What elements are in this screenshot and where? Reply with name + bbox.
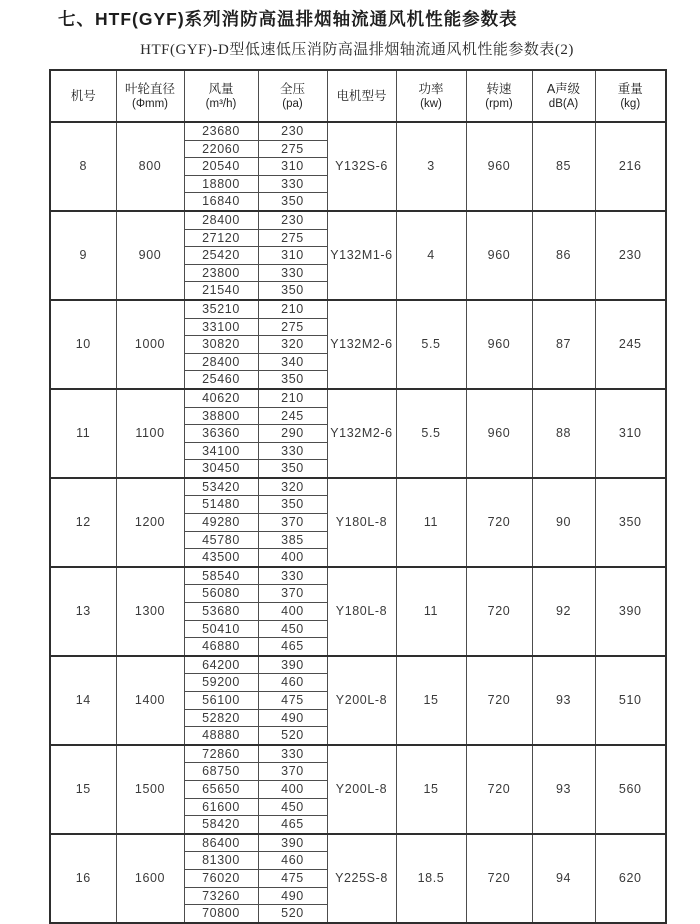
total-pressure-cell: 450 [258,798,327,816]
total-pressure-cell: 330 [258,745,327,763]
noise-level-cell: 88 [532,389,595,478]
total-pressure-cell: 385 [258,531,327,549]
total-pressure-cell: 275 [258,229,327,247]
header-unit: dB(A) [548,97,579,110]
air-flow-cell: 49280 [184,514,258,532]
air-flow-cell: 58540 [184,567,258,585]
total-pressure-cell: 310 [258,158,327,176]
total-pressure-cell: 390 [258,834,327,852]
air-flow-cell: 30450 [184,460,258,478]
weight-cell: 390 [595,567,666,656]
air-flow-cell: 30820 [184,336,258,354]
noise-level-cell: 93 [532,656,595,745]
header-motor-model [327,70,396,122]
total-pressure-cell: 350 [258,193,327,211]
motor-model-cell: Y180L-8 [327,478,396,567]
speed-cell: 960 [466,389,532,478]
page-title: 七、HTF(GYF)系列消防高温排烟轴流通风机性能参数表 [58,9,518,29]
motor-model-cell: Y132S-6 [327,122,396,211]
header-label: 全压 [279,81,305,96]
total-pressure-cell: 475 [258,869,327,887]
total-pressure-cell: 400 [258,603,327,621]
weight-cell: 620 [595,834,666,923]
noise-level-cell: 86 [532,211,595,300]
air-flow-cell: 53680 [184,603,258,621]
header-noise-level [532,70,595,122]
air-flow-cell: 81300 [184,852,258,870]
header-speed [466,70,532,122]
total-pressure-cell: 350 [258,460,327,478]
air-flow-cell: 56080 [184,585,258,603]
total-pressure-cell: 400 [258,780,327,798]
header-unit: (kw) [420,97,442,110]
air-flow-cell: 23800 [184,264,258,282]
air-flow-cell: 27120 [184,229,258,247]
total-pressure-cell: 450 [258,620,327,638]
total-pressure-cell: 210 [258,300,327,318]
total-pressure-cell: 490 [258,709,327,727]
air-flow-cell: 58420 [184,816,258,834]
header-machine-no [50,70,116,122]
motor-model-cell: Y200L-8 [327,656,396,745]
header-label: 机号 [70,88,96,103]
speed-cell: 720 [466,656,532,745]
speed-cell: 720 [466,745,532,834]
total-pressure-cell: 390 [258,656,327,674]
table-row [50,122,666,140]
machine-no-cell: 13 [50,567,116,656]
air-flow-cell: 28400 [184,211,258,229]
total-pressure-cell: 475 [258,692,327,710]
air-flow-cell: 52820 [184,709,258,727]
total-pressure-cell: 460 [258,852,327,870]
air-flow-cell: 64200 [184,656,258,674]
header-unit: (Φmm) [132,97,168,110]
air-flow-cell: 36360 [184,425,258,443]
weight-cell: 350 [595,478,666,567]
total-pressure-cell: 350 [258,371,327,389]
air-flow-cell: 61600 [184,798,258,816]
power-cell: 5.5 [396,389,466,478]
header-power [396,70,466,122]
header-weight [595,70,666,122]
header-air-flow [184,70,258,122]
header-label: 叶轮直径 [124,81,175,96]
impeller-diameter-cell: 1000 [116,300,184,389]
power-cell: 15 [396,745,466,834]
total-pressure-cell: 330 [258,264,327,282]
total-pressure-cell: 275 [258,318,327,336]
machine-no-cell: 11 [50,389,116,478]
machine-no-cell: 15 [50,745,116,834]
air-flow-cell: 70800 [184,905,258,923]
header-impeller-diameter [116,70,184,122]
impeller-diameter-cell: 1300 [116,567,184,656]
impeller-diameter-cell: 800 [116,122,184,211]
machine-no-cell: 12 [50,478,116,567]
table-row [50,211,666,229]
header-unit: (pa) [282,97,303,110]
air-flow-cell: 35210 [184,300,258,318]
header-unit: (kg) [620,97,641,110]
power-cell: 11 [396,478,466,567]
air-flow-cell: 25420 [184,247,258,265]
power-cell: 3 [396,122,466,211]
air-flow-cell: 65650 [184,780,258,798]
header-label: 风量 [208,81,234,96]
total-pressure-cell: 370 [258,514,327,532]
air-flow-cell: 46880 [184,638,258,656]
total-pressure-cell: 330 [258,442,327,460]
power-cell: 4 [396,211,466,300]
motor-model-cell: Y200L-8 [327,745,396,834]
total-pressure-cell: 320 [258,336,327,354]
total-pressure-cell: 230 [258,122,327,140]
speed-cell: 720 [466,478,532,567]
total-pressure-cell: 350 [258,282,327,300]
total-pressure-cell: 230 [258,211,327,229]
air-flow-cell: 33100 [184,318,258,336]
header-label: 转速 [486,81,512,96]
air-flow-cell: 21540 [184,282,258,300]
air-flow-cell: 16840 [184,193,258,211]
table-row [50,745,666,763]
noise-level-cell: 94 [532,834,595,923]
total-pressure-cell: 320 [258,478,327,496]
weight-cell: 510 [595,656,666,745]
table-row [50,478,666,496]
header-label: 功率 [418,81,444,96]
total-pressure-cell: 290 [258,425,327,443]
total-pressure-cell: 275 [258,140,327,158]
noise-level-cell: 92 [532,567,595,656]
power-cell: 11 [396,567,466,656]
total-pressure-cell: 370 [258,585,327,603]
air-flow-cell: 38800 [184,407,258,425]
machine-no-cell: 14 [50,656,116,745]
air-flow-cell: 50410 [184,620,258,638]
speed-cell: 720 [466,567,532,656]
impeller-diameter-cell: 900 [116,211,184,300]
noise-level-cell: 87 [532,300,595,389]
air-flow-cell: 45780 [184,531,258,549]
total-pressure-cell: 370 [258,763,327,781]
table-body [50,122,666,923]
motor-model-cell: Y180L-8 [327,567,396,656]
total-pressure-cell: 340 [258,353,327,371]
noise-level-cell: 90 [532,478,595,567]
total-pressure-cell: 400 [258,549,327,567]
header-unit: (m³/h) [205,97,237,110]
weight-cell: 560 [595,745,666,834]
speed-cell: 720 [466,834,532,923]
header-label: 电机型号 [336,88,387,103]
weight-cell: 245 [595,300,666,389]
air-flow-cell: 43500 [184,549,258,567]
table-row [50,656,666,674]
air-flow-cell: 25460 [184,371,258,389]
air-flow-cell: 73260 [184,887,258,905]
impeller-diameter-cell: 1600 [116,834,184,923]
header-total-pressure [258,70,327,122]
fan-performance-table [49,69,667,924]
motor-model-cell: Y132M2-6 [327,300,396,389]
table-header [50,70,666,122]
header-label: 重量 [617,81,643,96]
air-flow-cell: 53420 [184,478,258,496]
motor-model-cell: Y225S-8 [327,834,396,923]
table-row [50,834,666,852]
air-flow-cell: 18800 [184,175,258,193]
noise-level-cell: 85 [532,122,595,211]
air-flow-cell: 22060 [184,140,258,158]
total-pressure-cell: 490 [258,887,327,905]
air-flow-cell: 34100 [184,442,258,460]
table-row [50,300,666,318]
impeller-diameter-cell: 1100 [116,389,184,478]
table-row [50,567,666,585]
machine-no-cell: 16 [50,834,116,923]
total-pressure-cell: 330 [258,567,327,585]
table-row [50,389,666,407]
total-pressure-cell: 210 [258,389,327,407]
total-pressure-cell: 350 [258,496,327,514]
power-cell: 18.5 [396,834,466,923]
header-label: A声级 [546,81,581,96]
air-flow-cell: 86400 [184,834,258,852]
weight-cell: 310 [595,389,666,478]
power-cell: 5.5 [396,300,466,389]
power-cell: 15 [396,656,466,745]
air-flow-cell: 76020 [184,869,258,887]
total-pressure-cell: 460 [258,674,327,692]
air-flow-cell: 59200 [184,674,258,692]
air-flow-cell: 72860 [184,745,258,763]
speed-cell: 960 [466,300,532,389]
machine-no-cell: 8 [50,122,116,211]
impeller-diameter-cell: 1200 [116,478,184,567]
weight-cell: 230 [595,211,666,300]
air-flow-cell: 56100 [184,692,258,710]
speed-cell: 960 [466,211,532,300]
noise-level-cell: 93 [532,745,595,834]
air-flow-cell: 40620 [184,389,258,407]
header-unit: (rpm) [485,97,513,110]
document-page [0,8,700,921]
impeller-diameter-cell: 1500 [116,745,184,834]
speed-cell: 960 [466,122,532,211]
total-pressure-cell: 520 [258,727,327,745]
total-pressure-cell: 465 [258,816,327,834]
total-pressure-cell: 520 [258,905,327,923]
air-flow-cell: 68750 [184,763,258,781]
motor-model-cell: Y132M1-6 [327,211,396,300]
impeller-diameter-cell: 1400 [116,656,184,745]
weight-cell: 216 [595,122,666,211]
air-flow-cell: 20540 [184,158,258,176]
table-subtitle: HTF(GYF)-D型低速低压消防高温排烟轴流通风机性能参数表(2) [140,42,574,58]
machine-no-cell: 10 [50,300,116,389]
motor-model-cell: Y132M2-6 [327,389,396,478]
total-pressure-cell: 465 [258,638,327,656]
air-flow-cell: 51480 [184,496,258,514]
total-pressure-cell: 310 [258,247,327,265]
machine-no-cell: 9 [50,211,116,300]
total-pressure-cell: 245 [258,407,327,425]
total-pressure-cell: 330 [258,175,327,193]
air-flow-cell: 23680 [184,122,258,140]
air-flow-cell: 28400 [184,353,258,371]
air-flow-cell: 48880 [184,727,258,745]
